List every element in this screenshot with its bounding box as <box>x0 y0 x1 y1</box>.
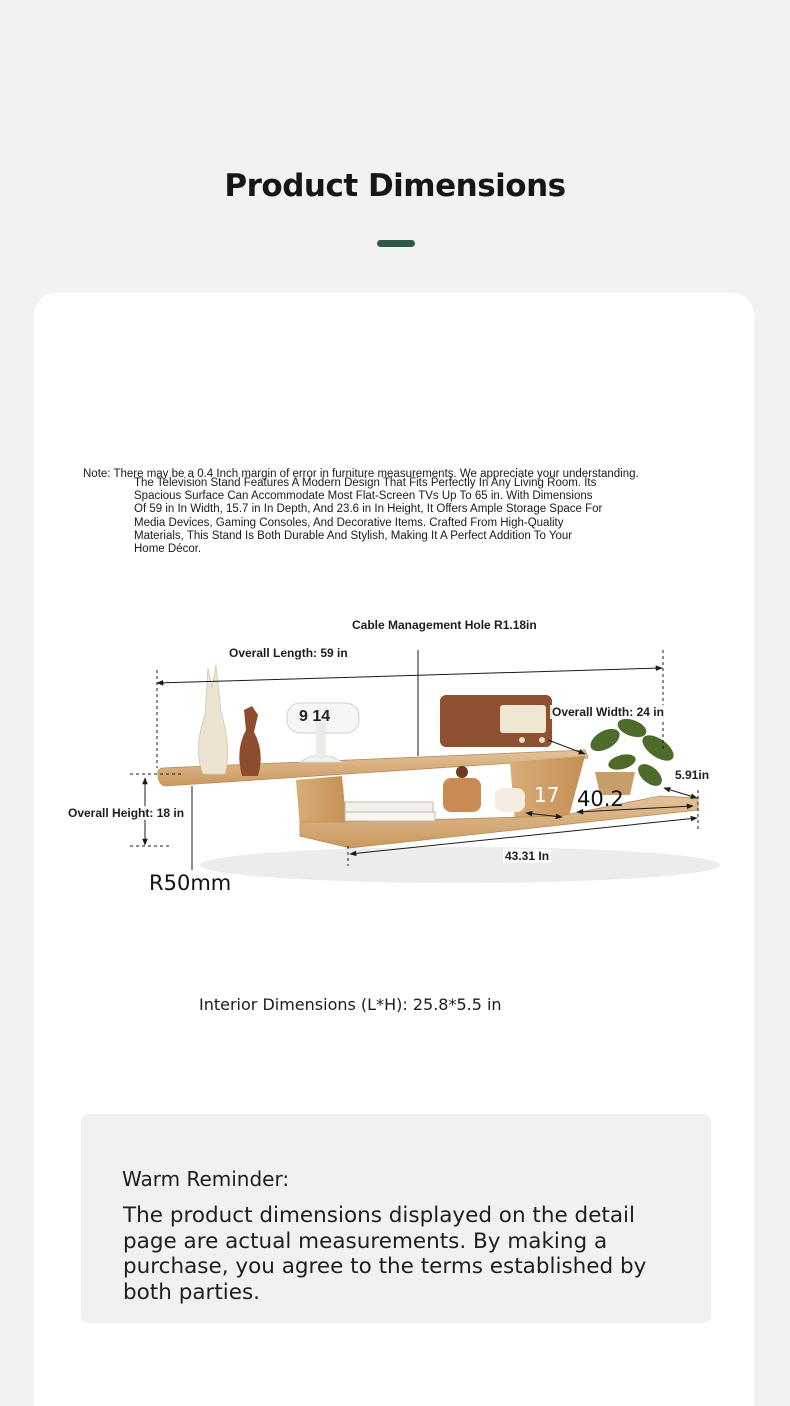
bird-vase <box>239 706 260 776</box>
depth-label: 5.91in <box>675 768 710 782</box>
cable-hole-label: Cable Management Hole R1.18in <box>352 618 537 632</box>
title-accent-bar <box>377 240 415 247</box>
overall-height-label: Overall Height: 18 in <box>68 806 185 820</box>
books <box>345 802 433 812</box>
tv-stand-illustration <box>0 590 790 910</box>
wood-figurine <box>443 778 481 812</box>
interior-dimensions: Interior Dimensions (L*H): 25.8*5.5 in <box>199 995 502 1014</box>
reminder-body: The product dimensions displayed on the detail page are actual measurements. By making a purchase, you agree to the terms established by both parties. <box>123 1203 647 1305</box>
dimension-diagram <box>0 590 790 910</box>
overall-width-label: Overall Width: 24 in <box>552 705 664 719</box>
clock-digits: 9 14 <box>299 708 331 725</box>
product-description: The Television Stand Features A Modern Design That Fits Perfectly In Any Living Room. Its Spacious Surface Can Accommodate Most Flat-Screen TVs Up To 65 in. With Dimensions Of 59 in In Width, 15.7 in In Depth, And 23.6 in In Height, It Offers Ample Storage Space For Media Devices, Gaming Consoles, And Decorative Items. Crafted From High-Quality Materials, This Stand Is Both Durable And Stylish, Making It A Perfect Addition To Your Home Décor. <box>134 477 603 556</box>
warm-reminder-box <box>81 1114 711 1323</box>
lower-length-label: 43.31 In <box>505 849 550 863</box>
reminder-heading: Warm Reminder: <box>122 1167 290 1191</box>
inner-dimension-a: 17 <box>534 783 560 807</box>
inner-dimension-b: 40.2 <box>577 787 624 811</box>
candle <box>495 788 525 812</box>
corner-radius-label: R50mm <box>149 871 232 895</box>
measurement-note: Note: There may be a 0.4 Inch margin of error in furniture measurements. We appreciate your understanding. <box>83 468 639 480</box>
overall-length-label: Overall Length: 59 in <box>229 646 348 660</box>
page-title: Product Dimensions <box>224 168 566 204</box>
floor-shadow <box>200 847 720 883</box>
